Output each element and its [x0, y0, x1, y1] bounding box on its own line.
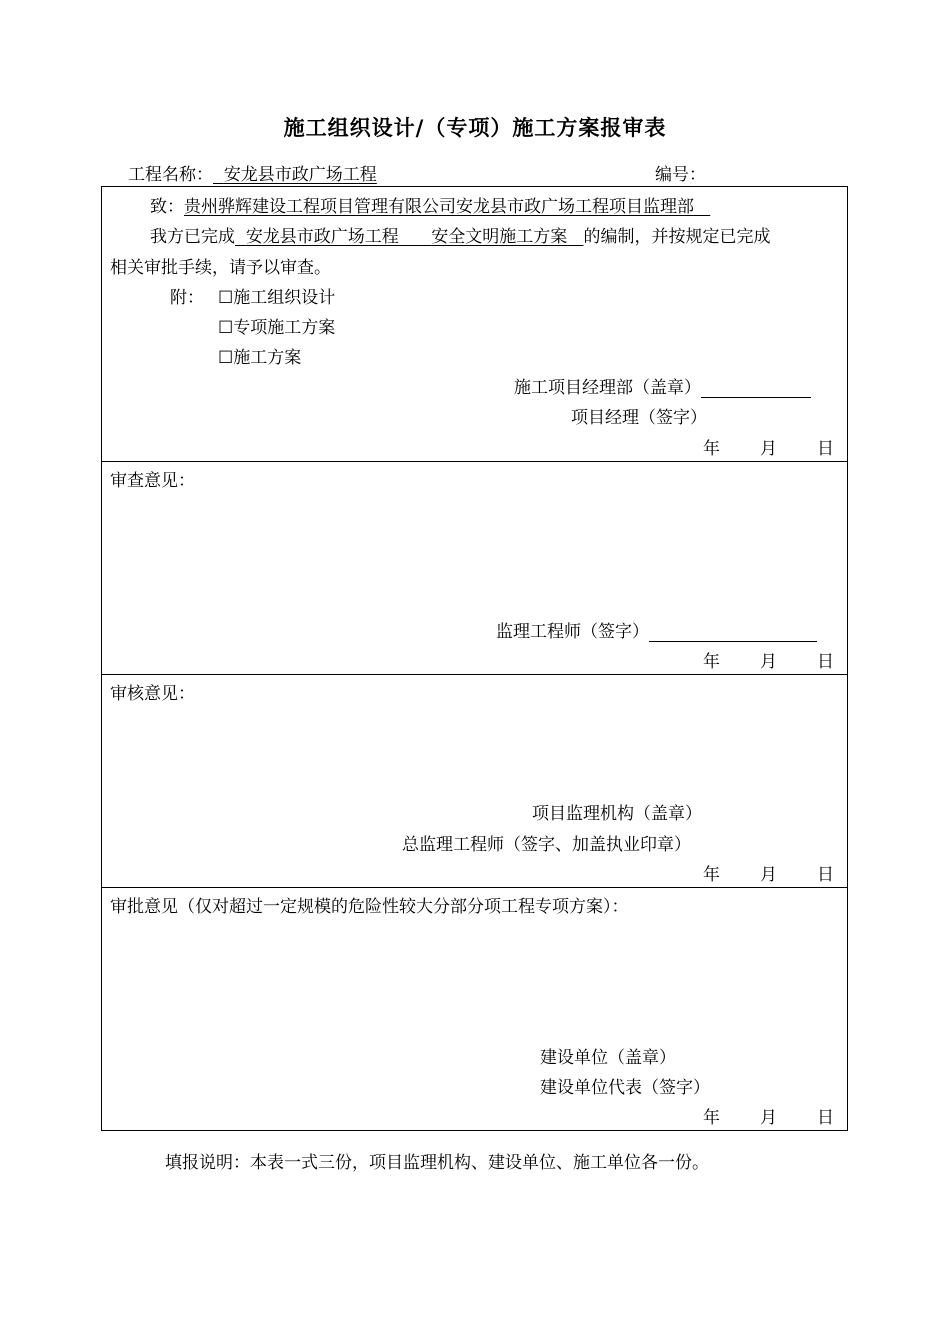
addressee-line: 致：贵州骅辉建设工程项目管理有限公司安龙县市政广场工程项目监理部: [150, 197, 694, 217]
date-row-3: 年 月 日: [703, 865, 834, 885]
audit-heading: 审核意见：: [110, 684, 195, 704]
supervisor-sign-label: 监理工程师（签字）: [496, 617, 817, 642]
date-row-2: 年 月 日: [703, 652, 834, 672]
manager-sign-label: 项目经理（签字）: [571, 408, 707, 428]
dept-seal-line: [701, 379, 811, 398]
attach-label: 附：: [170, 288, 204, 308]
approval-heading: 审批意见（仅对超过一定规模的危险性较大分部分项工程专项方案）：: [110, 897, 629, 917]
review-section: [101, 461, 848, 675]
statement-line-1: 我方已完成 安龙县市政广场工程 安全文明施工方案 的编制，并按规定已完成: [150, 227, 771, 247]
chief-engineer-sign: 总监理工程师（签字、加盖执业印章）: [402, 835, 691, 855]
statement-line-2: 相关审批手续，请予以审查。: [110, 258, 331, 278]
option-construction-design[interactable]: ☐施工组织设计: [218, 288, 336, 308]
supervisor-sign-line: [649, 623, 817, 642]
supervision-org-seal: 项目监理机构（盖章）: [532, 804, 702, 824]
statement-project: 安龙县市政广场工程: [245, 227, 399, 247]
statement-plan: 安全文明施工方案: [431, 227, 568, 247]
option-construction-plan[interactable]: ☐施工方案: [218, 348, 302, 368]
addressee-name: 贵州骅辉建设工程项目管理有限公司安龙县市政广场工程项目监理部: [184, 197, 694, 217]
approval-section: [101, 887, 848, 1131]
project-label: 工程名称：: [128, 165, 213, 185]
review-heading: 审查意见：: [110, 471, 195, 491]
project-name-row: [128, 160, 377, 185]
owner-rep-sign: 建设单位代表（签字）: [540, 1078, 710, 1098]
audit-section: [101, 674, 848, 888]
dept-seal-label: 施工项目经理部（盖章）: [514, 373, 811, 398]
date-row-4: 年 月 日: [703, 1108, 834, 1128]
project-name: 安龙县市政广场工程: [223, 165, 377, 185]
number-label: 编号：: [655, 165, 706, 185]
date-row-1: 年 月 日: [703, 439, 834, 459]
option-special-plan[interactable]: ☐专项施工方案: [218, 318, 336, 338]
owner-seal: 建设单位（盖章）: [540, 1048, 676, 1068]
page-title: 施工组织设计/（专项）施工方案报审表: [283, 115, 667, 140]
footer-note: 填报说明：本表一式三份，项目监理机构、建设单位、施工单位各一份。: [165, 1153, 709, 1173]
